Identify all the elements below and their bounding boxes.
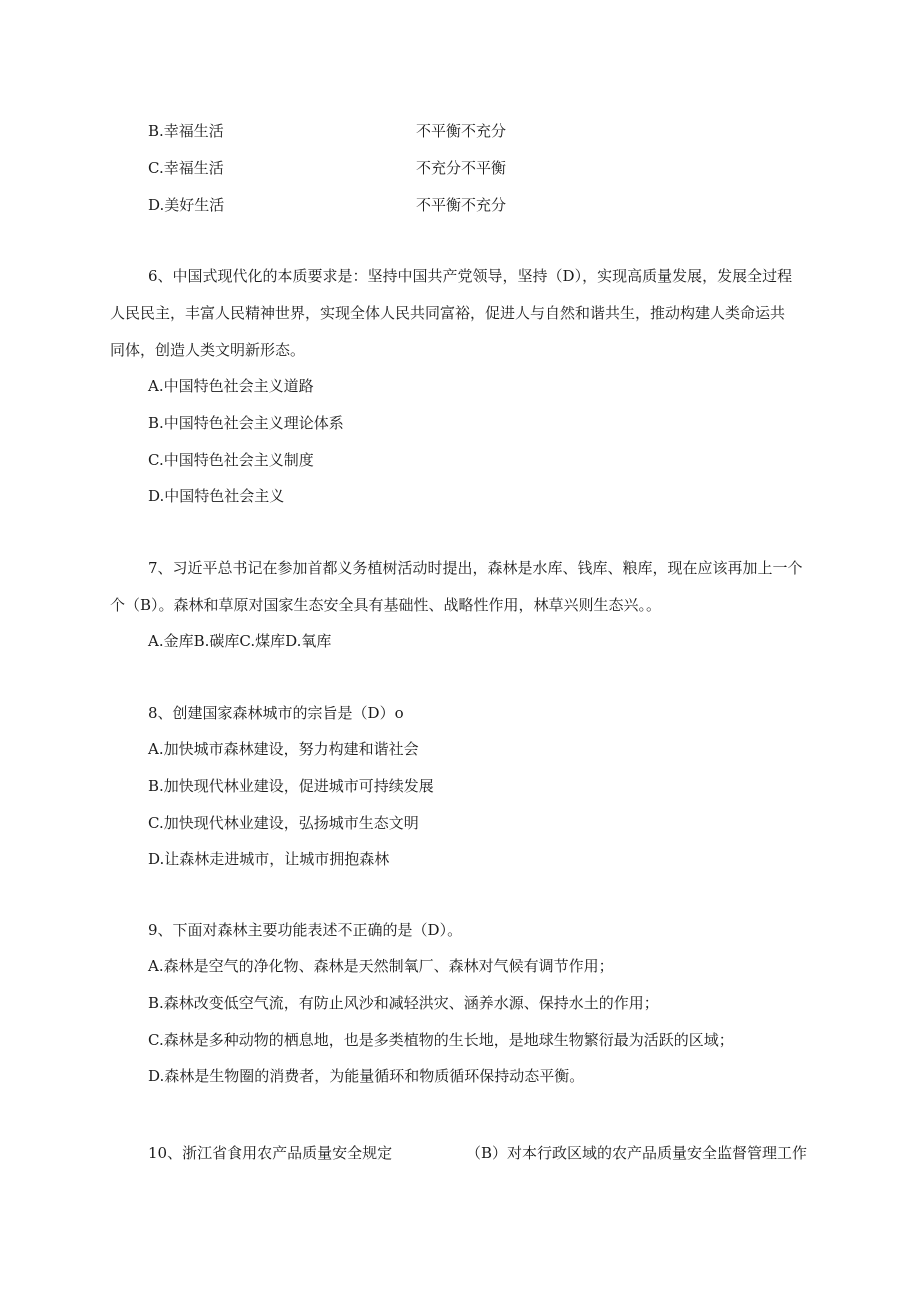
question-7-line-2: 个（B）。森林和草原对国家生态安全具有基础性、战略性作用，林草兴则生态兴。。 — [110, 596, 662, 614]
question-9-option-d: D.森林是生物圈的消费者，为能量循环和物质循环保持动态平衡。 — [148, 1067, 585, 1085]
question-8-option-d: D.让森林走进城市，让城市拥抱森林 — [148, 850, 390, 868]
option-value: 不充分不平衡 — [416, 159, 507, 177]
question-8-option-b: B.加快现代林业建设，促进城市可持续发展 — [148, 777, 434, 795]
question-9: 9、下面对森林主要功能表述不正确的是（D）。 — [148, 921, 463, 939]
question-6-line-3: 同体，创造人类文明新形态。 — [110, 341, 306, 359]
option-label: D.美好生活 — [148, 196, 225, 214]
question-6-line-2: 人民民主，丰富人民精神世界，实现全体人民共同富裕，促进人与自然和谐共生，推动构建人类命运共 — [110, 304, 786, 322]
option-b — [148, 121, 507, 141]
question-6-option-c: C.中国特色社会主义制度 — [148, 451, 314, 469]
question-9-option-c: C.森林是多种动物的栖息地，也是多类植物的生长地，是地球生物繁衍最为活跃的区域； — [148, 1031, 734, 1049]
question-10-right: （B）对本行政区域的农产品质量安全监督管理工作 — [466, 1144, 808, 1162]
question-6-line-1: 6、中国式现代化的本质要求是：坚持中国共产党领导，坚持（D），实现高质量发展，发展全过程 — [148, 267, 793, 285]
question-8-option-a: A.加快城市森林建设，努力构建和谐社会 — [148, 740, 419, 758]
option-c — [148, 158, 507, 178]
question-7-line-1: 7、习近平总书记在参加首都义务植树活动时提出，森林是水库、钱库、粮库，现在应该再加上一个 — [148, 559, 803, 577]
question-10-left: 10、浙江省食用农产品质量安全规定 — [148, 1144, 393, 1162]
question-9-option-a: A.森林是空气的净化物、森林是天然制氧厂、森林对气候有调节作用； — [148, 957, 614, 975]
question-6-option-b: B.中国特色社会主义理论体系 — [148, 414, 344, 432]
question-6-option-a: A.中国特色社会主义道路 — [148, 377, 314, 395]
question-8: 8、创建国家森林城市的宗旨是（D）o — [148, 704, 404, 722]
option-value: 不平衡不充分 — [416, 122, 507, 140]
question-9-option-b: B.森林改变低空气流，有防止风沙和减轻洪灾、涵养水源、保持水土的作用； — [148, 994, 659, 1012]
question-10 — [148, 1143, 818, 1163]
question-6-option-d: D.中国特色社会主义 — [148, 487, 285, 505]
option-label: C.幸福生活 — [148, 159, 224, 177]
option-value: 不平衡不充分 — [416, 196, 507, 214]
question-8-option-c: C.加快现代林业建设，弘扬城市生态文明 — [148, 814, 419, 832]
option-d — [148, 195, 507, 215]
option-label: B.幸福生活 — [148, 122, 224, 140]
question-7-options: A.金库B.碳库C.煤库D.氧库 — [148, 632, 332, 650]
